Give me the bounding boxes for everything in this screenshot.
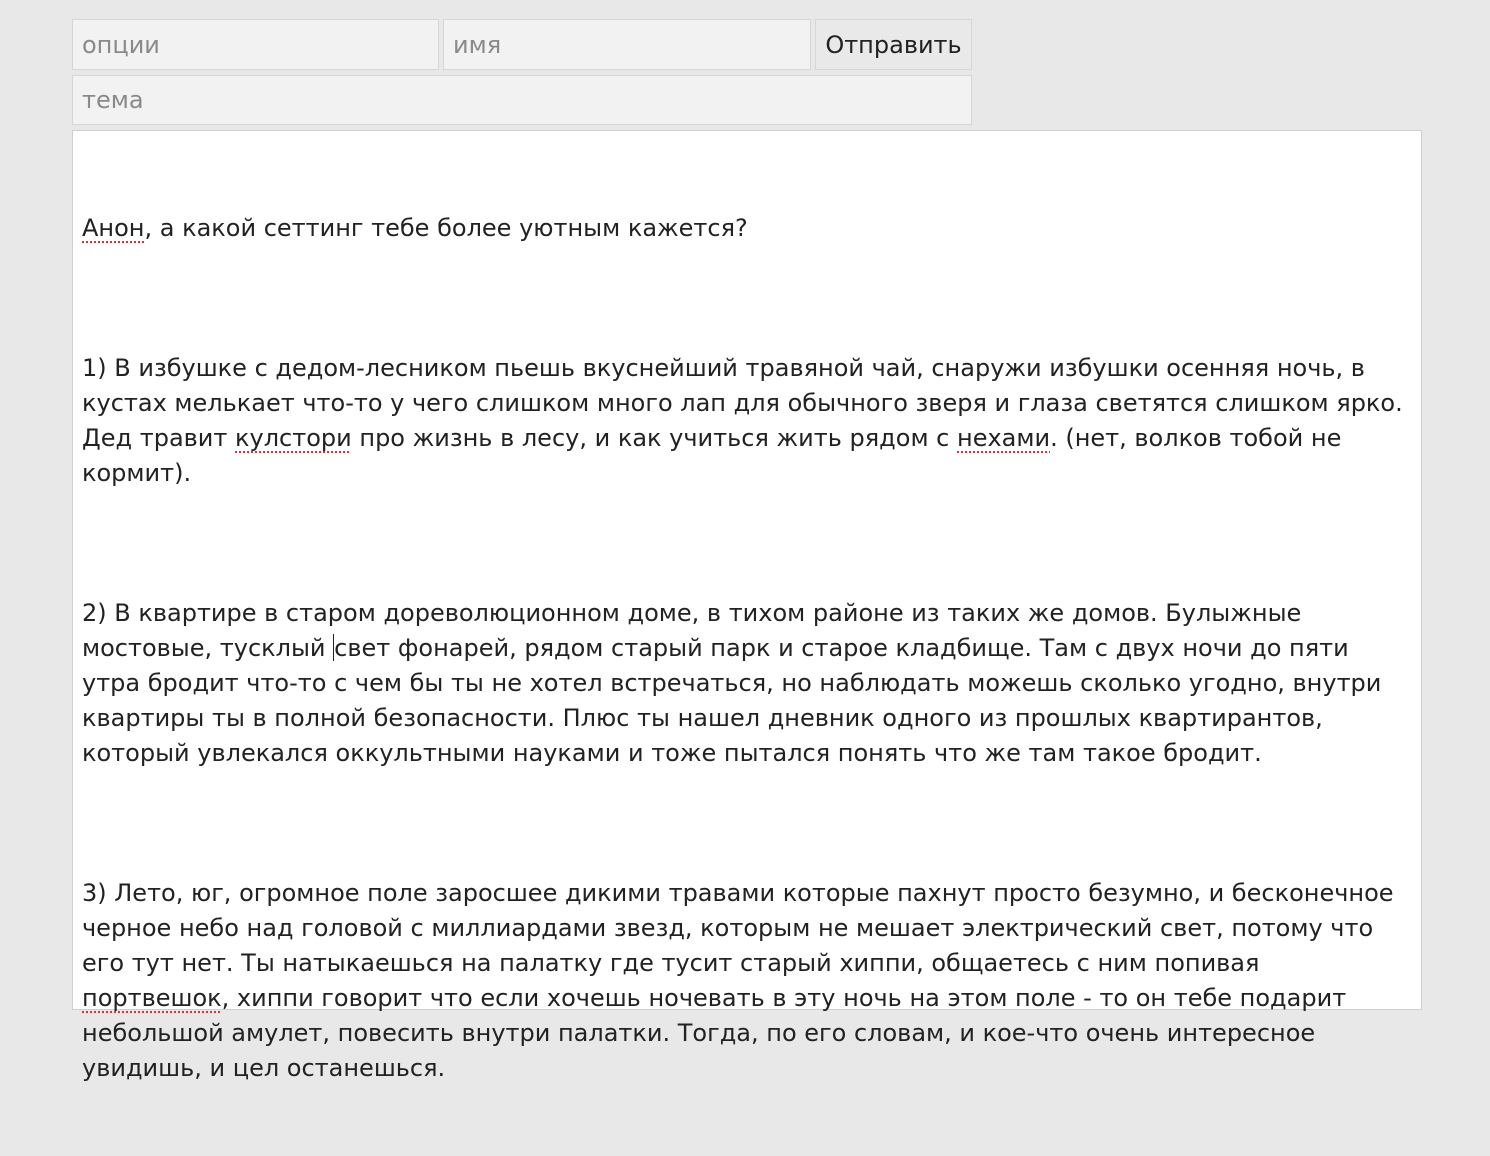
misspelled-word: нехами bbox=[957, 424, 1051, 452]
name-input[interactable] bbox=[443, 19, 811, 70]
misspelled-word: портвешок bbox=[82, 984, 222, 1012]
options-input[interactable] bbox=[72, 19, 439, 70]
message-textarea[interactable] bbox=[72, 130, 1422, 1082]
message-paragraph-1 bbox=[82, 211, 1412, 246]
misspelled-word: кулстори bbox=[235, 424, 352, 452]
message-text: . (нет, волков тобой не кормит). bbox=[82, 424, 1349, 487]
message-text: 2) В квартире в старом дореволюционном доме, в тихом районе из таких же домов. Булыжные мостовые, тусклый bbox=[82, 599, 1309, 662]
message-paragraph-4 bbox=[82, 876, 1412, 1086]
message-text: свет фонарей, рядом старый парк и старое кладбище. Там с двух ночи до пяти утра бродит что-то с чем бы ты не хотел встречаться, но наблюдать можешь сколько угодно, внутри квартиры ты в полной безопасности. Плюс ты нашел дневник одного из прошлых квартирантов, который увлекался оккультными науками и тоже пытался понять что же там такое бродит. bbox=[82, 634, 1390, 767]
message-text: , хиппи говорит что если хочешь ночевать в эту ночь на этом поле - то он тебе подарит небольшой амулет, повесить внутри палатки. Тогда, по его словам, и кое-что очень интересное увидишь, и цел останешься. bbox=[82, 984, 1354, 1082]
misspelled-word: Анон bbox=[82, 214, 145, 242]
message-paragraph-3 bbox=[82, 596, 1412, 771]
send-button[interactable]: Отправить bbox=[815, 19, 972, 70]
message-text: про жизнь в лесу, и как учиться жить рядом с bbox=[351, 424, 957, 452]
message-text: 1) В избушке с дедом-лесником пьешь вкуснейший травяной чай, снаружи избушки осенняя ночь, в кустах мелькает что-то у чего слишком много лап для обычного зверя и глаза светятся слишком ярко. Дед травит bbox=[82, 354, 1411, 452]
subject-input[interactable] bbox=[72, 75, 972, 125]
message-text: 3) Лето, юг, огромное поле заросшее дикими травами которые пахнут просто безумно, и бесконечное черное небо над головой с миллиардами звезд, которым не мешает электрический свет, потому что его тут нет. Ты натыкаешься на палатку где тусит старый хиппи, общаетесь с ним попивая bbox=[82, 879, 1402, 977]
message-text: , а какой сеттинг тебе более уютным кажется? bbox=[144, 214, 748, 242]
message-paragraph-2 bbox=[82, 351, 1412, 491]
